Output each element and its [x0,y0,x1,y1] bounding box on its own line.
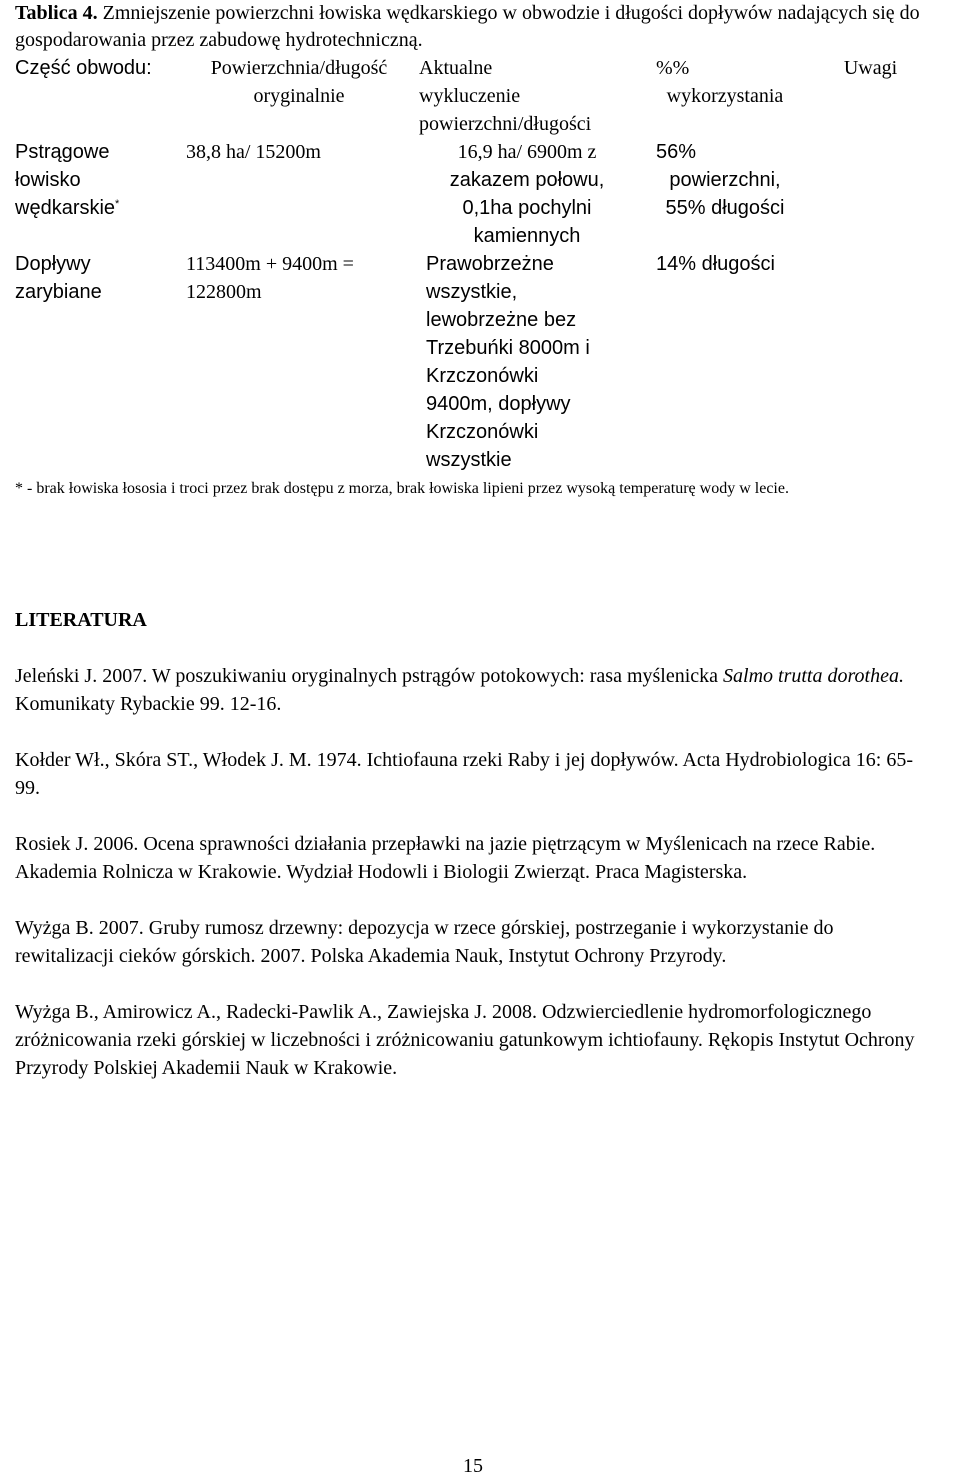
reference-item: Rosiek J. 2006. Ocena sprawności działania przepławki na jazie piętrzącym w Myślenicach na rzece Rabie. Akademia Rolnicza w Krakowie. Wydział Hodowli i Biologii Zwierząt. Praca Magisterska. [15,833,876,883]
caption-label: Tablica 4. [15,2,98,24]
reference-item: Kołder Wł., Skóra ST., Włodek J. M. 1974. Ichtiofauna rzeki Raby i jej dopływów. Acta Hydrobiologica 16: 65-99. [15,749,913,799]
data-table [8,54,926,477]
header-excluded: Aktualne wykluczenie powierzchni/długości [419,57,592,135]
header-original: Powierzchnia/długość oryginalnie [210,57,388,107]
caption-text: Zmniejszenie powierzchni łowiska wędkarskiego w obwodzie i długości dopływów nadających się do gospodarowania przez zabudowę hydrotechniczną. [15,2,920,51]
table-header-row [8,54,926,138]
table-caption [15,0,935,54]
table-footnote: * - brak łowiska łososia i troci przez brak dostępu z morza, brak łowiska lipieni przez wysoką temperaturę wody w lecie. [15,480,789,497]
row-part: Dopływy zarybiane [15,253,102,303]
table-row [8,138,926,250]
row-excluded: 16,9 ha/ 6900m z zakazem połowu, 0,1ha pochylni kamiennych [449,141,605,247]
table-row [8,250,926,477]
row-excluded: Prawobrzeżne wszystkie, lewobrzeżne bez Trzebuńki 8000m i Krzczonówki 9400m, dopływy Krzczonówki wszystkie [426,253,590,471]
header-usage: %% wykorzystania [656,57,784,107]
reference-item: Wyżga B. 2007. Gruby rumosz drzewny: depozycja w rzece górskiej, postrzeganie i wykorzystanie do rewitalizacji cieków górskich. 2007. Polska Akademia Nauk, Instytut Ochrony Przyrody. [15,917,834,967]
reference-item: Jeleński J. 2007. W poszukiwaniu oryginalnych pstrągów potokowych: rasa myślenicka Salmo trutta dorothea. Komunikaty Rybackie 99. 12-16. [15,665,904,715]
row-original: 38,8 ha/ 15200m [186,141,321,163]
row-part: Pstrągowe łowisko wędkarskie* [15,141,120,219]
row-usage: 14% długości [656,253,775,275]
reference-list [15,662,935,1110]
footnote-marker: * [115,198,120,210]
row-notes [808,138,926,250]
literature-heading: LITERATURA [15,609,147,631]
row-original: 113400m + 9400m = 122800m [186,253,354,303]
row-usage: 56% powierzchni, 55% długości [656,141,785,219]
row-notes [808,250,926,477]
page-number: 15 [463,1455,483,1477]
header-part: Część obwodu: [15,57,152,79]
reference-item: Wyżga B., Amirowicz A., Radecki-Pawlik A., Zawiejska J. 2008. Odzwierciedlenie hydromorfologicznego zróżnicowania rzeki górskiej w liczebności i zróżnicowaniu gatunkowym ichtiofauny. Rękopis Instytut Ochrony Przyrody Polskiej Akademii Nauk w Krakowie. [15,1001,915,1079]
header-notes: Uwagi [843,57,898,79]
